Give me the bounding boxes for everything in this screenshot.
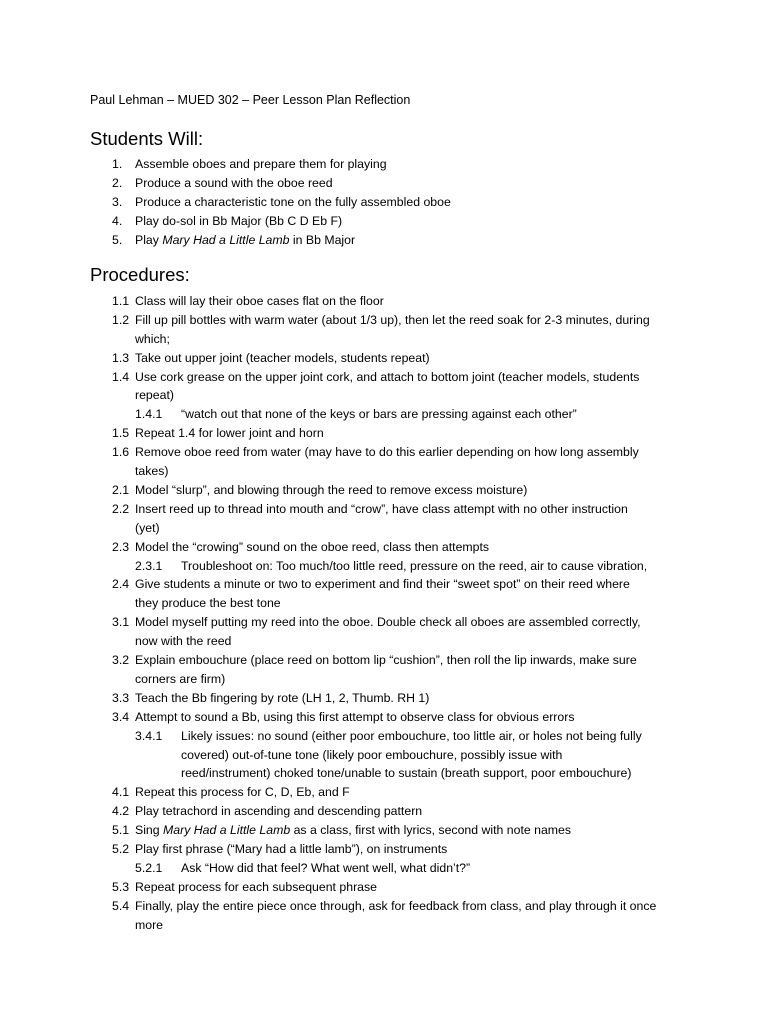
item-number: 1.5 — [112, 426, 130, 441]
item-number: 2.4 — [112, 577, 130, 592]
procedure-item — [0, 821, 768, 840]
text-line — [135, 651, 637, 670]
item-text — [135, 575, 630, 613]
item-number: 1.1 — [112, 294, 130, 308]
students-will-list — [0, 155, 768, 249]
text-segment: Sing — [135, 823, 164, 838]
text-segment: Finally, play the entire piece once through, ask for feedback from class, and play through it once — [135, 898, 657, 913]
text-segment: Produce a sound with the oboe reed — [135, 175, 333, 190]
item-text — [181, 727, 642, 784]
procedure-item — [0, 292, 768, 311]
item-text — [135, 878, 377, 897]
text-line — [135, 349, 430, 368]
item-number: 1.6 — [112, 445, 130, 460]
item-number: 3.4.1 — [135, 728, 163, 743]
item-number: 3.2 — [112, 653, 130, 668]
text-line — [135, 443, 639, 462]
text-line — [135, 311, 650, 330]
text-line — [135, 670, 637, 689]
item-number: 4. — [112, 213, 123, 228]
item-number: 5.2 — [112, 841, 130, 856]
procedure-subitem — [0, 859, 768, 878]
item-text — [135, 783, 350, 802]
procedure-item — [0, 349, 768, 368]
procedure-item — [0, 689, 768, 708]
text-segment: Repeat 1.4 for lower joint and horn — [135, 426, 324, 441]
item-number: 1.3 — [112, 350, 130, 365]
text-line — [135, 519, 628, 538]
item-number: 3.3 — [112, 690, 130, 705]
procedures-heading: Procedures: — [90, 264, 190, 285]
text-segment: corners are firm) — [135, 671, 226, 686]
procedure-item — [0, 311, 768, 349]
procedure-subitem — [0, 727, 768, 784]
procedure-item — [0, 878, 768, 897]
text-segment: takes) — [135, 464, 169, 479]
item-text — [135, 292, 384, 311]
text-segment: now with the reed — [135, 634, 232, 649]
item-text — [135, 443, 639, 481]
song-title: Mary Had a Little Lamb — [163, 823, 291, 838]
text-line — [181, 859, 470, 878]
item-number: 5. — [112, 232, 123, 247]
procedure-item — [0, 897, 768, 935]
item-number: 3.1 — [112, 615, 130, 630]
item-number: 2. — [112, 175, 123, 190]
text-segment: Troubleshoot on: Too much/too little reed, pressure on the reed, air to cause vibration, — [181, 558, 648, 573]
item-text — [135, 689, 429, 708]
item-text — [135, 708, 574, 727]
text-line — [135, 386, 639, 405]
item-text — [135, 231, 355, 250]
text-segment: Model “slurp”, and blowing through the reed to remove excess moisture) — [135, 482, 528, 497]
text-segment: they produce the best tone — [135, 596, 281, 611]
text-line — [135, 632, 641, 651]
objective-item — [0, 193, 768, 212]
procedures-list — [0, 292, 768, 934]
text-line — [135, 330, 650, 349]
text-line — [181, 727, 642, 746]
text-line — [135, 708, 574, 727]
item-text — [135, 155, 387, 174]
text-segment: more — [135, 917, 164, 932]
text-segment: Fill up pill bottles with warm water (about 1/3 up), then let the reed soak for 2-3 minutes, during — [135, 312, 650, 327]
item-text — [135, 840, 447, 859]
text-segment: Insert reed up to thread into mouth and “crow”, have class attempt with no other instruction — [135, 501, 628, 516]
text-line — [181, 405, 577, 424]
text-segment: Play do-sol in Bb Major (Bb C D Eb F) — [135, 213, 343, 228]
text-line — [135, 292, 384, 311]
item-number: 1.4.1 — [135, 407, 163, 422]
text-segment: Model myself putting my reed into the oboe. Double check all oboes are assembled correctly, — [135, 615, 641, 630]
text-segment: Give students a minute or two to experiment and find their “sweet spot” on their reed where — [135, 577, 630, 592]
item-text — [135, 193, 451, 212]
objective-item — [0, 212, 768, 231]
item-number: 2.1 — [112, 482, 130, 497]
item-number: 5.4 — [112, 898, 130, 913]
text-segment: Assemble oboes and prepare them for playing — [135, 157, 387, 171]
students-will-heading: Students Will: — [90, 128, 204, 149]
text-line — [135, 538, 489, 557]
objective-item — [0, 231, 768, 250]
item-text — [181, 405, 577, 424]
item-number: 5.3 — [112, 879, 130, 894]
procedure-item — [0, 538, 768, 557]
text-segment: Play tetrachord in ascending and descending pattern — [135, 804, 423, 819]
item-number: 5.2.1 — [135, 860, 163, 875]
item-number: 3. — [112, 194, 123, 209]
text-line — [135, 840, 447, 859]
text-segment: Play first phrase (“Mary had a little lamb”), on instruments — [135, 841, 448, 856]
item-text — [181, 557, 647, 576]
text-line — [181, 764, 642, 783]
text-line — [181, 557, 647, 576]
text-line — [135, 462, 639, 481]
text-segment: Produce a characteristic tone on the fully assembled oboe — [135, 194, 451, 209]
item-text — [135, 349, 430, 368]
item-text — [135, 174, 333, 193]
item-text — [135, 311, 650, 349]
text-line — [135, 916, 656, 935]
text-segment: Ask “How did that feel? What went well, what didn’t?” — [181, 860, 471, 875]
text-segment: as a class, first with lyrics, second with note names — [290, 823, 572, 838]
document-header: Paul Lehman – MUED 302 – Peer Lesson Plan Reflection — [90, 93, 411, 107]
item-text — [181, 859, 470, 878]
procedure-item — [0, 802, 768, 821]
text-line — [135, 689, 429, 708]
item-text — [135, 821, 571, 840]
procedure-item — [0, 424, 768, 443]
item-text — [135, 424, 324, 443]
procedure-item — [0, 613, 768, 651]
item-number: 2.3 — [112, 539, 130, 554]
text-segment: Use cork grease on the upper joint cork, and attach to bottom joint (teacher models, students — [135, 369, 640, 384]
item-text — [135, 651, 637, 689]
item-number: 1.4 — [112, 369, 130, 384]
text-segment: Teach the Bb fingering by rote (LH 1, 2, Thumb. RH 1) — [135, 690, 430, 705]
text-line — [135, 783, 350, 802]
text-line — [135, 594, 630, 613]
text-line — [135, 878, 377, 897]
text-line — [135, 424, 324, 443]
item-text — [135, 500, 628, 538]
text-segment: which; — [135, 331, 170, 346]
text-segment: in Bb Major — [289, 232, 356, 247]
text-line — [135, 802, 422, 821]
item-number: 3.4 — [112, 709, 130, 724]
item-text — [135, 802, 422, 821]
text-segment: reed/instrument) choked tone/unable to sustain (breath support, poor embouchure) — [181, 766, 632, 781]
item-number: 4.2 — [112, 804, 130, 819]
procedure-item — [0, 443, 768, 481]
item-number: 2.3.1 — [135, 558, 163, 573]
item-number: 2.2 — [112, 501, 130, 516]
song-title: Mary Had a Little Lamb — [162, 232, 290, 247]
item-text — [135, 897, 656, 935]
text-segment: “watch out that none of the keys or bars are pressing against each other” — [181, 407, 577, 422]
procedure-item — [0, 840, 768, 859]
item-text — [135, 481, 527, 500]
text-segment: Repeat process for each subsequent phrase — [135, 879, 377, 894]
item-number: 1.2 — [112, 312, 130, 327]
procedure-item — [0, 575, 768, 613]
text-segment: Explain embouchure (place reed on bottom lip “cushion”, then roll the lip inwards, make sure — [135, 653, 637, 668]
procedure-item — [0, 651, 768, 689]
text-segment: (yet) — [135, 520, 160, 535]
item-text — [135, 613, 641, 651]
text-line — [135, 500, 628, 519]
text-segment: Attempt to sound a Bb, using this first attempt to observe class for obvious errors — [135, 709, 575, 724]
procedure-subitem — [0, 557, 768, 576]
procedure-item — [0, 500, 768, 538]
item-text — [135, 368, 639, 406]
text-segment: Play — [135, 232, 163, 247]
procedure-subitem — [0, 405, 768, 424]
objective-item — [0, 174, 768, 193]
procedure-item — [0, 368, 768, 406]
procedure-item — [0, 481, 768, 500]
text-line — [135, 575, 630, 594]
text-line — [135, 613, 641, 632]
text-segment: Class will lay their oboe cases flat on the floor — [135, 294, 384, 308]
item-number: 5.1 — [112, 823, 130, 838]
item-number: 4.1 — [112, 785, 130, 800]
text-line — [135, 481, 527, 500]
text-line — [135, 368, 639, 387]
text-segment: Repeat this process for C, D, Eb, and F — [135, 785, 350, 800]
procedure-item — [0, 708, 768, 727]
text-segment: Remove oboe reed from water (may have to do this earlier depending on how long assembly — [135, 445, 639, 460]
objective-item — [0, 155, 768, 174]
text-segment: Take out upper joint (teacher models, students repeat) — [135, 350, 430, 365]
item-number: 1. — [112, 157, 123, 171]
item-text — [135, 538, 489, 557]
text-segment: Likely issues: no sound (either poor embouchure, too little air, or holes not being fully — [181, 728, 642, 743]
text-segment: covered) out-of-tune tone (likely poor embouchure, possibly issue with — [181, 747, 563, 762]
text-line — [135, 821, 571, 840]
text-segment: Model the “crowing” sound on the oboe reed, class then attempts — [135, 539, 490, 554]
text-line — [135, 897, 656, 916]
text-segment: repeat) — [135, 388, 174, 403]
procedure-item — [0, 783, 768, 802]
item-text — [135, 212, 342, 231]
text-line — [181, 746, 642, 765]
